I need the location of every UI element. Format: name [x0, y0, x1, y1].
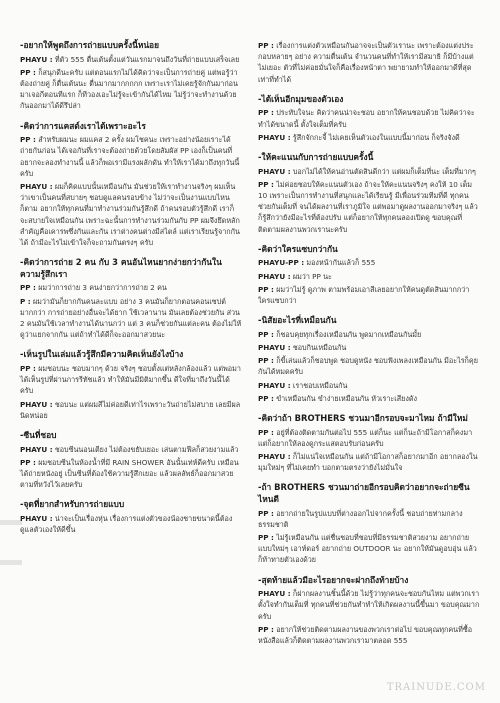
answer-text: ก็ขี้เล่นแล้วก็ชอบพูด ชอบดูหนัง ชอบฟังเพลงเหมือนกัน มีอะไรก็คุยกันได้หมดครับ: [258, 356, 478, 377]
answer-text: ผมชอบนะ ชอบมากๆ ด้วย จริงๆ ชอบตั้งแต่หลังกล้องแล้ว แต่พอมาได้เห็นรูปที่ผ่านการรีทัชแล้ว ทำให้มันมีมิติมากขึ้น ดีใจที่มาถึงวันนี้ได้ครับ: [20, 364, 241, 396]
interview-section: [20, 430, 242, 490]
interview-answer: [258, 342, 480, 353]
interview-section: [20, 40, 242, 112]
speaker-name: PHAYU :: [258, 132, 291, 142]
interview-question: -คิดว่าถ้า BROTHERS ชวนมาอีกรอบจะมาไหม ถ้ามีใหม่: [258, 413, 468, 424]
interview-section: [258, 315, 480, 404]
answer-text: เรื่องการแต่งตัวเหมือนกันอาจจะเป็นตัวเรานะ เพราะต้องแต่งประกอบหลายๆ อย่าง ความตื่นเต้น จำนวนคนที่ทำให้เรามีสมาธิ ก็มีบ้างแต่ไม่เยอะ ตัวที่ไม่ค่อยมั่นใจก็คือเรื่องหน้าตา พยายามทำให้ออกมาดีที่สุดเท่าที่ทำได้: [258, 41, 474, 84]
interview-question: -ซีนที่ชอบ: [20, 430, 57, 441]
interview-section: [258, 244, 480, 306]
interview-question: -สุดท้ายแล้วมีอะไรอยากจะฝากถึงท้ายบ้าง: [258, 574, 409, 585]
interview-answer: [258, 355, 480, 377]
answer-text: ผมก็คิดแบบนั้นเหมือนกัน มันช่วยให้เราทำงานจริงๆ ผมเห็นว่าเขาเป็นคนที่สบายๆ ชอบดูแลคนรอบข้าง ไม่ว่าจะเป็นงานแบบไหนก็ตาม อยากให้ทุกคนที่มาทำงานร่วมกันรู้สึกดี ถ้าคนรอบตัวรู้สึกดี เราก็จะสบายใจเหมือนกัน เพราะฉะนั้นการทำงานร่วมกันกับ PP ผมจึงยึดหลักสำคัญคือเคารพซึ่งกันและกัน เราต่างคนต่างมีสไตล์ แต่เราเรียนรู้จากกันได้ ถ้ามีอะไรไม่เข้าใจก็จะถามกันตรงๆ ครับ: [20, 182, 240, 248]
answer-text: ชอบกินเหมือนกัน: [290, 343, 347, 353]
answer-text: อยากให้ช่วยติดตามผลงานของพวกเราต่อไป ขอบคุณทุกคนที่ซื้อหนังสือแล้วก็ติดตามผลงานพวกเรามาตลอด 555: [258, 624, 473, 646]
interview-question: -คิดว่าการถ่าย 2 คน กับ 3 คนอันไหนยากง่ายกว่ากันในความรู้สึกเรา: [20, 257, 222, 279]
speaker-name: PP :: [258, 427, 274, 437]
speaker-name: PP :: [258, 508, 274, 518]
interview-answer: [20, 181, 242, 248]
interview-answer: [258, 179, 480, 235]
answer-text: บอกไม่ได้ให้คนอ่านตัดสินดีกว่า แต่ผมก็เต็มที่นะ เต็มที่มากๆ: [290, 166, 476, 176]
speaker-name: PHAYU :: [20, 54, 53, 64]
interview-answer: [20, 457, 242, 491]
interview-section: [258, 40, 480, 85]
interview-answer: [258, 271, 480, 282]
interview-answer: [20, 282, 242, 293]
speaker-name: PHAYU-PP :: [258, 258, 305, 268]
interview-answer: [20, 444, 242, 455]
speaker-name: PHAYU :: [258, 380, 291, 390]
interview-answer: [258, 427, 480, 449]
answer-text: ผมว่าไม่รู้ ดูภาพ ตามพร้อมเอาสีเลยอยากให้คนดูตัดสินมากกว่า ใครแซบกว่า: [258, 284, 470, 306]
interview-answer: [258, 624, 480, 646]
answer-text: น่าจะเป็นเรื่องหุ่น เรื่องการแต่งตัวของน้องชายขนาดนี้ต้องดูแลตัวเองให้ดีขึ้น: [20, 514, 233, 535]
interview-answer: [258, 451, 480, 473]
interview-question: -คิดว่าการแคสต์งเราได้เพราะอะไร: [20, 120, 146, 131]
interview-section: [258, 94, 480, 143]
decorative-bar: [0, 560, 22, 565]
answer-text: ผมว่ามันก็ยากกันคนละแบบ อย่าง 3 คนมันก็ยากตอนคอนเซปต์มากกว่า การถ่ายอย่างอื่นจะได้ยาก ใช้เวลานาน มันเลยต้องช่วยกัน ส่วน 2 คนมันใช้เวลาทำงานได้นานกว่า แต่ 3 คนก็ช่วยกันแต่ละคน ต้องไม่ให้ดูว่าแยกจากกัน แต่ถ้าทำได้ดีก็จะออกมาสวยนะ: [20, 296, 242, 340]
answer-text: ชอบนะ แต่ผมสีไม่ค่อยดีเท่าไรเพราะวันถ่ายไม่สบาย เลยมีผลนิดหน่อย: [20, 399, 241, 420]
interview-answer: [20, 296, 242, 341]
interview-answer: [20, 67, 242, 112]
speaker-name: PP :: [258, 393, 274, 403]
interview-section: [258, 575, 480, 647]
speaker-name: PHAYU :: [258, 166, 291, 176]
speaker-name: PP :: [258, 329, 274, 339]
answer-text: ไม่รู้เหมือนกัน แต่ชื่นชอบที่ชอบที่มีธรรมชาติสวยงาม อยากถ่ายแบบใหม่ๆ เอาท์ดอร์ อยากถ่าย OUTDOOR นะ อยากให้มันดูอบอุ่น แล้วก็ท้าทายตัวเองด้วย: [258, 533, 477, 565]
interview-section: [258, 482, 480, 565]
interview-section: [20, 121, 242, 249]
interview-question: -ให้คะแนนกับการถ่ายแบบครั้งนี้: [258, 152, 374, 163]
speaker-name: PP :: [258, 624, 274, 634]
speaker-name: PP :: [258, 179, 274, 189]
interview-section: [258, 152, 480, 235]
interview-answer: [258, 257, 480, 268]
answer-text: อยู่ที่ต้องติดตามกันต่อไป 555 แต่ก็นะ แต่ก็นะถ้ามีโอกาสก็คงมา แต่ก็อยากให้ลองดูกระแสตอบรับก่อนครับ: [258, 427, 473, 448]
speaker-name: PHAYU :: [258, 452, 291, 462]
speaker-name: PP :: [258, 108, 274, 118]
speaker-name: PHAYU :: [258, 343, 291, 353]
interview-section: [20, 349, 242, 421]
left-column: [20, 40, 242, 544]
site-watermark: TRAINUDE.COM: [386, 682, 486, 693]
interview-answer: [258, 393, 480, 404]
speaker-name: PHAYU :: [20, 399, 53, 409]
interview-answer: [258, 508, 480, 530]
interview-answer: [258, 532, 480, 566]
answer-text: มองหน้ากันแล้วก็ 555: [304, 258, 376, 268]
interview-question: -ได้เห็นอีกมุมของตัวเอง: [258, 93, 344, 104]
interview-question: -อยากให้พูดถึงการถ่ายแบบครั้งนี้หน่อย: [20, 40, 159, 50]
answer-text: ก็สนุกดีนะครับ แต่ตอนแรกไม่ได้คิดว่าจะเป็นการถ่ายคู่ แต่พอรู้ว่าต้องถ่ายคู่ ก็ตื่นเต้นนะ ตื่นมากมากกกกก เพราะเราไม่เคยรู้จักกันมาก่อน มาเจอกีตอนทีแรก ก็ทีวองเอะไม่รู้จะเข้ากันได้ไหม ไม่รู้ว่าจะทำงานด้วยกันออกมาได้ดีรึปล่า: [20, 67, 238, 111]
answer-text: ผมชอบซีนในห้องน้ำที่มี RAIN SHOWER อันนั้นเท่ห์ดีครับ เหมือนได้ถ่ายหนังอยู่ เป็นซีนที่ต้องใช้ความรู้สึกเยอะ แล้วผลลัพธ์ก็ออกมาสวยตามที่หวังไว้เลยครับ: [20, 457, 239, 490]
interview-answer: [258, 40, 480, 85]
interview-section: [20, 499, 242, 535]
interview-answer: [258, 166, 480, 177]
answer-text: อยากถ่ายในรูปแบบที่ต่างออกไปจากครั้งนี้ ชอบถ่ายท่ามกลางธรรมชาติ: [258, 508, 463, 529]
answer-text: สำหรับผมนะ ผมแคส 2 ครั้ง ผมโชคนะ เพราะอย่างน้อยเราะได้ถ่ายกันก่อน ได้เจอกันที่เราจะต้องถ่ายด้วยโดยสัมผัส PP เองก็เป็นคนที่อยากจะลองทำงานนี้ แล้วก็พอเรามีแรงผลักดัน ทำให้เราได้มาถึงทุกวันนี้ครับ: [20, 135, 240, 178]
answer-text: เราชอบเหมือนกัน: [290, 380, 348, 390]
interview-answer: [258, 284, 480, 306]
speaker-name: PP :: [258, 356, 274, 366]
answer-text: ไม่ค่อยชอบให้คะแนนตัวเอง ถ้าจะให้คะแนนจริงๆ คงให้ 10 เต็ม 10 เพราะเป็นการทำงานที่สนุกและได้เรียนรู้ มีเพื่อนร่วมทีมที่ดี ทุกคนช่วยกันเต็มที่ จนได้ผลงานที่เราภูมิใจ แต่พอมาดูผลงานออกมาจริงๆ แล้ว ก็รู้สึกว่ายังมีอะไรที่ต้องปรับ แต่ก็อยากให้ทุกคนลองเปิดดู ขอบคุณที่ติดตามผลงานพวกเรานะครับ: [258, 179, 478, 234]
interview-answer: [258, 132, 480, 143]
speaker-name: PP :: [20, 135, 36, 145]
decorative-bar: [0, 520, 22, 525]
speaker-name: P :: [20, 296, 31, 306]
interview-answer: [20, 54, 242, 65]
interview-answer: [20, 363, 242, 397]
answer-text: ผมว่าการถ่าย 3 คนง่ายกว่าการถ่าย 2 คน: [35, 283, 167, 293]
answer-text: ก็ชอบคุยทุกเรื่องเหมือนกัน พูดมากเหมือนกันมั้ย: [273, 329, 422, 339]
interview-answer: [258, 588, 480, 622]
interview-answer: [20, 399, 242, 421]
speaker-name: PHAYU :: [20, 514, 53, 524]
answer-text: ก็ฝากผลงานชิ้นนี้ด้วย ไม่รู้ว่าทุกคนจะชอบกันไหม แต่พวกเราตั้งใจทำกันเต็มที่ ทุกคนที่ช่วยกันทำทำให้เกิดผลงานนี้ขึ้นมา ขอบคุณมากครับ: [258, 589, 480, 621]
interview-section: [258, 413, 480, 473]
interview-answer: [20, 513, 242, 535]
answer-text: ขำเหมือนกัน ขำง่ายเหมือนกัน หัวเราะเสียงดัง: [273, 393, 418, 403]
interview-answer: [20, 134, 242, 179]
interview-section: [20, 257, 242, 340]
speaker-name: PP :: [20, 283, 36, 293]
speaker-name: PHAYU :: [258, 589, 291, 599]
interview-question: -จุดที่ยากสำหรับการถ่ายแบบ: [20, 499, 125, 510]
speaker-name: PP :: [258, 533, 274, 543]
interview-question: -นิสัยอะไรที่เหมือนกัน: [258, 315, 337, 326]
interview-question: -คิดว่าใครแซบกว่ากัน: [258, 243, 338, 254]
right-column: [258, 40, 480, 655]
interview-answer: [258, 329, 480, 340]
speaker-name: PP :: [20, 364, 36, 374]
answer-text: ที่ตัว 555 ตื่นเต้นตั้งแต่วันแรกมาจนถึงวันที่ถ่ายแบบเสร็จเลย: [52, 54, 240, 64]
answer-text: ประทับใจนะ คิดว่าคนน่าจะชอบ อยากให้คนชอบด้วย ไม่คิดว่าจะทำได้ขนาดนี้ ตั้งใจเต็มที่ครับ: [258, 108, 475, 129]
speaker-name: PHAYU :: [20, 444, 53, 454]
speaker-name: PHAYU :: [258, 271, 291, 281]
interview-question: -เห็นรูปในเล่มแล้วรู้สึกมีความคิดเห็นยังไงบ้าง: [20, 349, 184, 360]
speaker-name: PP :: [258, 284, 274, 294]
speaker-name: PP :: [20, 457, 36, 467]
speaker-name: PHAYU :: [20, 182, 53, 192]
answer-text: ผมว่า PP นะ: [290, 271, 332, 281]
speaker-name: PP :: [258, 41, 274, 50]
interview-answer: [258, 380, 480, 391]
answer-text: ชอบซีนนอนเตียง ไม่ต้องขยับเยอะ เล่นตามฟีลก็สวยงามแล้ว: [52, 444, 239, 454]
answer-text: ก็ไม่แน่ใจเหมือนกัน แต่ถ้ามีโอกาสก็อยากมาอีก อยากลองในมุมใหม่ๆ ที่ไม่เคยทำ บอกตามตรงว่ายังไม่มั่นใจ: [258, 452, 478, 473]
answer-text: รู้สึกจักกะจี้ ไม่เคยเห็นตัวเองในแบบนี้มาก่อน ก็จริงจังดี: [290, 132, 460, 142]
interview-answer: [258, 107, 480, 129]
speaker-name: PP :: [20, 67, 36, 77]
interview-question: -ถ้า BROTHERS ชวนมาถ่ายอีกรอบคิดว่าอยากจะถ่ายซีนไหนดี: [258, 482, 470, 505]
